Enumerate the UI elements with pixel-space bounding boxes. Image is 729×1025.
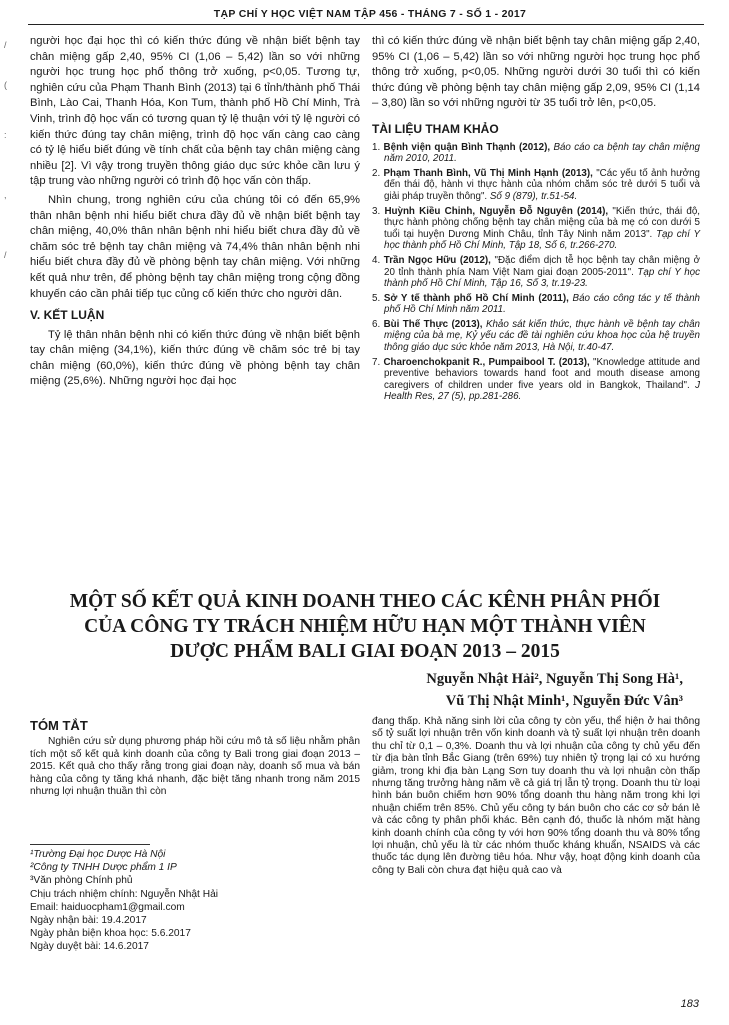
right-paragraph-1: thì có kiến thức đúng về nhận biết bệnh tay chân miệng gấp 2,40, 95% CI (1,06 – 5,42) lần so với những người học trung học phổ thông trở xuống, p<0,05. Những người dưới 30 tuổi thì có kiến thức đúng về phòng bệnh tay chân miệng gấp 2,09, 95% CI (1,14 – 3,80) lần so với những người từ 35 tuổi trở lên, p<0,05. bbox=[372, 35, 700, 110]
page-number: 183 bbox=[680, 998, 699, 1010]
reference-item: 4. Trần Ngọc Hữu (2012), "Đặc điểm dịch tễ học bệnh tay chân miệng ở 20 tỉnh thành phía Nam Việt Nam giai đoạn 2005-2011". Tạp chí Y học thành phố Hồ Chí Minh, Tập 16, Số 3, tr.19-23. bbox=[372, 254, 701, 290]
reference-item: 1. Bệnh viện quận Bình Thạnh (2012), Báo cáo ca bệnh tay chân miệng năm 2010, 2011. bbox=[372, 141, 700, 165]
reference-item: 2. Phạm Thanh Bình, Vũ Thị Minh Hạnh (2013), "Các yếu tố ảnh hưởng đến thái độ, hành vi thực hành của nhóm chăm sóc trẻ dưới 5 tuổi và giải pháp truyền thông". Số 9 (879), tr.51-54. bbox=[372, 167, 700, 202]
reference-item: 5. Sở Y tế thành phố Hồ Chí Minh (2011), Báo cáo công tác y tế thành phố Hồ Chí Minh năm 2011. bbox=[372, 292, 700, 316]
footnotes bbox=[30, 844, 360, 954]
margin-marks: / ( : , / bbox=[4, 40, 7, 260]
title-line-1: MỘT SỐ KẾT QUẢ KINH DOANH THEO CÁC KÊNH PHÂN PHỐI bbox=[69, 591, 661, 612]
reference-item: 7. Charoenchokpanit R., Pumpaibool T. (2013), "Knowledge attitude and preventive behaviors towards hand foot and mouth disease among caregivers of children under five years old in Bangkok, Thailand". J Health Res, 27 (5), pp.281-286. bbox=[372, 356, 700, 403]
left-column bbox=[30, 34, 360, 390]
affiliation-2: ²Công ty TNHH Dược phẩm 1 IP bbox=[30, 862, 177, 874]
article-title bbox=[40, 589, 690, 664]
affiliation-1: ¹Trường Đại học Dược Hà Nội bbox=[30, 849, 166, 860]
reference-item: 6. Bùi Thế Thực (2013), Khảo sát kiến thức, thực hành về bệnh tay chân miệng của bà mẹ, Kỷ yếu các đề tài nghiên cứu khoa học của hệ truyền thông giáo dục sức khỏe năm 2013, Hà Nội, tr.40-47. bbox=[372, 318, 700, 354]
reference-list bbox=[372, 142, 700, 403]
title-line-3: DƯỢC PHẨM BALI GIAI ĐOẠN 2013 – 2015 bbox=[170, 641, 560, 662]
left-paragraph-2: Nhìn chung, trong nghiên cứu của chúng tôi có đến 65,9% thân nhân bệnh nhi hiểu biết chưa đầy đủ về nhận biết bệnh tay chân miệng, 40,0% thân nhân bệnh nhi hiểu biết chưa đầy đủ về chăm sóc trẻ bệnh tay chân miệng và 74,4% thân nhân bệnh nhi hiểu biết chưa đầy đủ về phòng bệnh tay chân miệng. Với những kết quả như trên, để phòng bệnh tay chân miệng trong cộng đồng khuyến cáo cần phải tiếp tục củng cố kiến thức cho người dân. bbox=[30, 193, 360, 300]
author-email: Email: haiduocpham1@gmail.com bbox=[30, 901, 185, 913]
page-header: TẠP CHÍ Y HỌC VIỆT NAM TẬP 456 - THÁNG 7 - SỐ 1 - 2017 bbox=[213, 8, 527, 20]
section-heading-conclusion: V. KẾT LUẬN bbox=[30, 308, 105, 323]
responsible-author: Chịu trách nhiệm chính: Nguyễn Nhật Hải bbox=[30, 888, 219, 900]
footnote-rule bbox=[30, 844, 150, 845]
section-heading-references: TÀI LIỆU THAM KHẢO bbox=[372, 121, 499, 136]
reference-item: 3. Huỳnh Kiều Chinh, Nguyễn Đỗ Nguyên (2014), "Kiến thức, thái độ, thực hành phòng chống bệnh tay chân miệng của bà mẹ có con dưới 5 tuổi tại huyện Dương Minh Châu, tỉnh Tây Ninh năm 2013". Tạp chí Y học thành phố Hồ Chí Minh, Tập 18, Số 6, tr.266-270. bbox=[372, 205, 700, 252]
header-rule bbox=[28, 24, 704, 25]
date-received: Ngày nhận bài: 19.4.2017 bbox=[30, 915, 147, 927]
abstract-heading: TÓM TẮT bbox=[30, 718, 88, 733]
date-reviewed: Ngày phản biện khoa học: 5.6.2017 bbox=[30, 928, 191, 940]
affiliation-3: ³Văn phòng Chính phủ bbox=[30, 875, 133, 887]
authors-line-2: Vũ Thị Nhật Minh¹, Nguyễn Đức Vân³ bbox=[445, 693, 683, 709]
left-paragraph-1: người học đại học thì có kiến thức đúng về nhận biết bệnh tay chân miệng gấp 2,40, 95% CI (1,06 – 5,42) lần so với những người học trung học phổ thông trở xuống, p<0,05. Tương tự, nghiên cứu của Phạm Thanh Bình (2013) tại 6 tỉnh/thành phố Thái Bình, Lào Cai, Thanh Hóa, Kon Tum, thành phố Hồ Chí Minh, Trà Vinh, trình độ học vấn có tương quan tỷ lệ thuận với tỷ lệ người có kiến thức đúng tay chân miệng, trình độ học vấn càng cao càng có tỷ lệ hiểu biết đúng về tính chất của bệnh tay chân miệng càng nhiều [2]. Vì vậy trong truyền thông giáo dục sức khỏe cần lưu ý tập trung vào những người có trình độ học vấn còn thấp. bbox=[30, 35, 360, 188]
abstract-right-text: đang thấp. Khả năng sinh lời của công ty còn yếu, thể hiện ở hai thông số tỷ suất lợi nhuận trên vốn kinh doanh và tỷ suất lợi nhuận trên doanh thu chỉ từ 0,1 – 0,3%. Doanh thu và lợi nhuận của công ty chủ yếu đến từ địa bàn tỉnh Bắc Giang (trên 69%) tuy nhiên tỷ trọng lại có xu hướng giảm, trong khi địa bàn Lạng Sơn tuy doanh thu và lợi nhuận còn thấp nhưng tăng trưởng hàng năm về cả giá trị lẫn tỷ trọng. Doanh thu từ loại hình bán buôn chiếm hơn 90% tổng doanh thu hàng năm trong khi lợi nhuận chiếm trên 85%. Chủ yếu công ty bán buôn cho các cơ sở bán lẻ và các công ty phân phối khác. Bên cạnh đó, thuốc là nhóm mặt hàng kinh doanh chính của công ty với hơn 90% tổng doanh thu và 80% tổng lợi nhuận, chủ yếu là từ các nhóm thuốc kháng khuẩn, NSAIDS và các thuốc tác dụng lên đường tiêu hóa. Như vậy, hoạt động kinh doanh của công ty Bali còn chưa đạt hiệu quả cao và bbox=[372, 716, 700, 876]
date-approved: Ngày duyệt bài: 14.6.2017 bbox=[30, 941, 149, 953]
right-column bbox=[372, 34, 700, 406]
article-authors bbox=[426, 668, 683, 712]
left-paragraph-3: Tỷ lệ thân nhân bệnh nhi có kiến thức đúng về nhận biết bệnh tay chân miệng (34,1%), kiến thức đúng về chăm sóc trẻ bị tay chân miệng (60,0%), kiến thức đúng về phòng bệnh tay chân miệng (25,6%). Những người học đại học bbox=[30, 328, 360, 388]
title-line-2: CỦA CÔNG TY TRÁCH NHIỆM HỮU HẠN MỘT THÀNH VIÊN bbox=[84, 616, 646, 637]
abstract-left bbox=[30, 720, 360, 798]
abstract-right bbox=[372, 716, 700, 877]
abstract-left-text: Nghiên cứu sử dụng phương pháp hồi cứu mô tả số liệu nhằm phân tích một số kết quả kinh doanh của công ty Bali trong giai đoạn 2013 – 2015. Kết quả cho thấy rằng trong giai đoạn này, doanh số mua và bán hàng của công ty tăng khá nhanh, đặc biệt tăng nhanh trong năm 2015 nhưng lợi nhuận thuần thì còn bbox=[30, 736, 360, 798]
authors-line-1: Nguyễn Nhật Hải², Nguyễn Thị Song Hà¹, bbox=[426, 671, 683, 687]
